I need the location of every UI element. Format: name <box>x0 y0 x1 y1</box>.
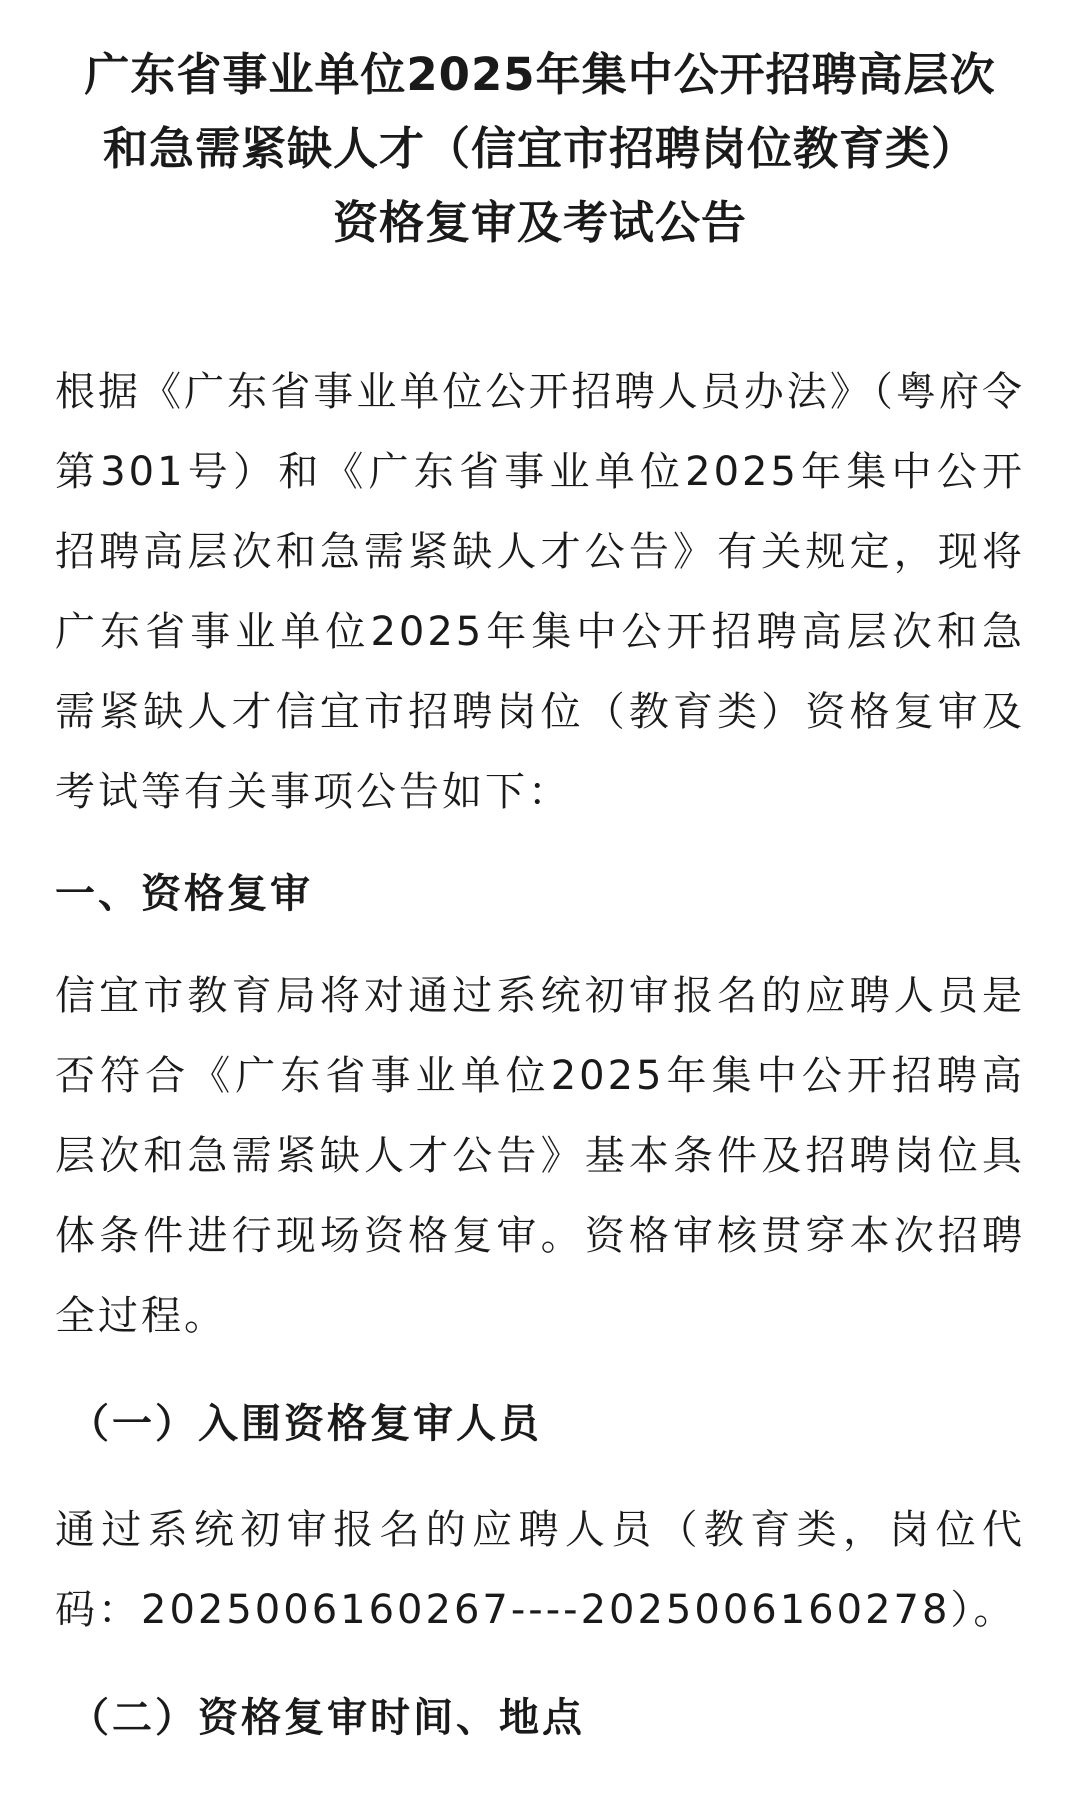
article-title <box>55 38 1025 260</box>
title-line-3: 资格复审及考试公告 <box>332 196 747 249</box>
section-heading-qualification-review: 一、资格复审 <box>55 871 313 917</box>
intro-paragraph: 根据《广东省事业单位公开招聘人员办法》（粤府令第301号）和《广东省事业单位2025年集中公开招聘高层次和急需紧缺人才公告》有关规定，现将广东省事业单位2025年集中公开招聘高层次和急需紧缺人才信宜市招聘岗位（教育类）资格复审及考试等有关事项公告如下： <box>55 369 1025 815</box>
title-line-1: 广东省事业单位2025年集中公开招聘高层次 <box>84 48 996 101</box>
candidates-paragraph: 通过系统初审报名的应聘人员（教育类，岗位代码：2025006160267----2025006160278）。 <box>55 1507 1025 1633</box>
article <box>55 0 1025 1758</box>
subsection-heading-candidates: （一）入围资格复审人员 <box>69 1401 542 1447</box>
subsection-heading-time-location: （二）资格复审时间、地点 <box>69 1695 585 1741</box>
qualification-review-paragraph: 信宜市教育局将对通过系统初审报名的应聘人员是否符合《广东省事业单位2025年集中公开招聘高层次和急需紧缺人才公告》基本条件及招聘岗位具体条件进行现场资格复审。资格审核贯穿本次招聘全过程。 <box>55 973 1025 1339</box>
title-line-2: 和急需紧缺人才（信宜市招聘岗位教育类） <box>102 122 977 175</box>
